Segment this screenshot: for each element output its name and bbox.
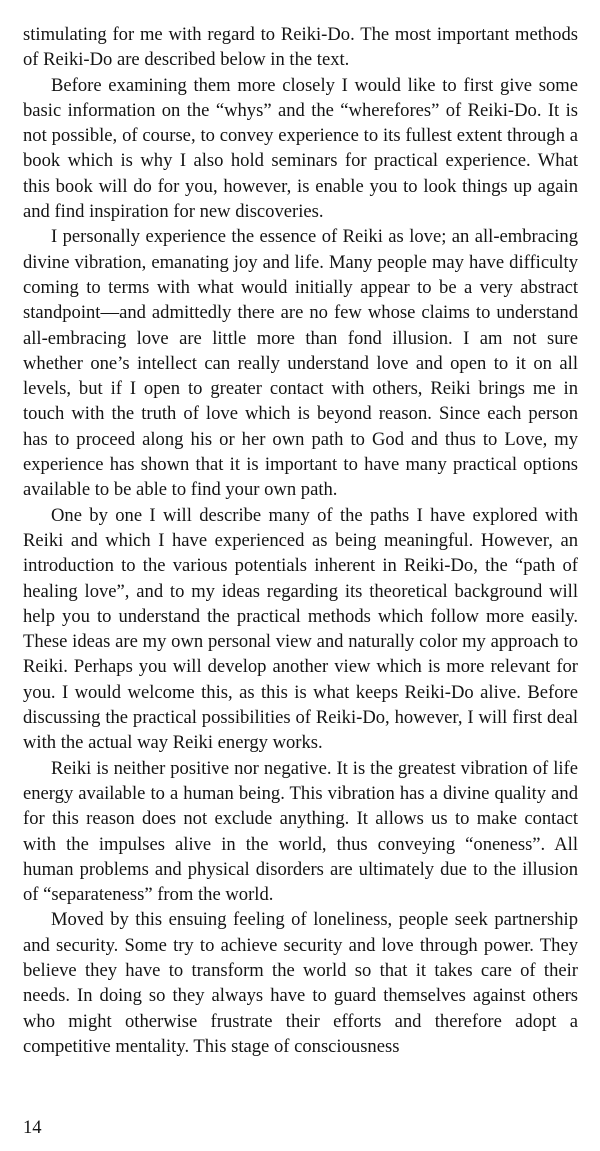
paragraph-1: stimulating for me with regard to Reiki-Do. The most important methods of Reiki-Do are described below in the text. [23,24,578,71]
paragraph-4: One by one I will describe many of the paths I have explored with Reiki and which I have experienced as being meaningful. However, an introduction to the various potentials inherent in Reiki-Do, the “path of healing love”, and to my ideas regarding its theoretical background will help you to understand the practical methods which follow more easily. These ideas are my own personal view and naturally color my approach to Reiki. Perhaps you will develop another view which is more relevant for you. I would welcome this, as this is what keeps Reiki-Do alive. Before discussing the practical possibilities of Reiki-Do, however, I will first deal with the actual way Reiki energy works. [23,504,578,754]
paragraph-3: I personally experience the essence of Reiki as love; an all-embracing divine vibration, emanating joy and life. Many people may have difficulty coming to terms with what would initially appear to be a very abstract standpoint—and admittedly there are no few whose claims to understand all-embracing love are little more than fond illusion. I am not sure whether one’s intellect can really understand love and open to it on all levels, but if I open to greater contact with others, Reiki brings me in touch with the truth of love which is beyond reason. Since each person has to proceed along his or her own path to God and thus to Love, my experience has shown that it is important to have many practical options available to be able to find your own path. [23,226,578,501]
page-number: 14 [23,1117,42,1138]
page-body [23,22,578,1059]
paragraph-2: Before examining them more closely I would like to first give some basic information on the “whys” and the “wherefores” of Reiki-Do. It is not possible, of course, to convey experience to its fullest extent through a book which is why I also hold seminars for practical experience. What this book will do for you, however, is enable you to look things up again and find inspiration for new discoveries. [23,74,578,223]
paragraph-5: Reiki is neither positive nor negative. It is the greatest vibration of life energy available to a human being. This vibration has a divine quality and for this reason does not exclude anything. It allows us to make contact with the impulses alive in the world, thus conveying “oneness”. All human problems and physical disorders are ultimately due to the illusion of “separateness” from the world. [23,757,578,906]
paragraph-6: Moved by this ensuing feeling of loneliness, people seek partnership and security. Some try to achieve security and love through power. They believe they have to transform the world so that it takes care of their needs. In doing so they always have to guard themselves against others who might otherwise frustrate their efforts and therefore adopt a competitive mentality. This stage of consciousness [23,909,578,1057]
